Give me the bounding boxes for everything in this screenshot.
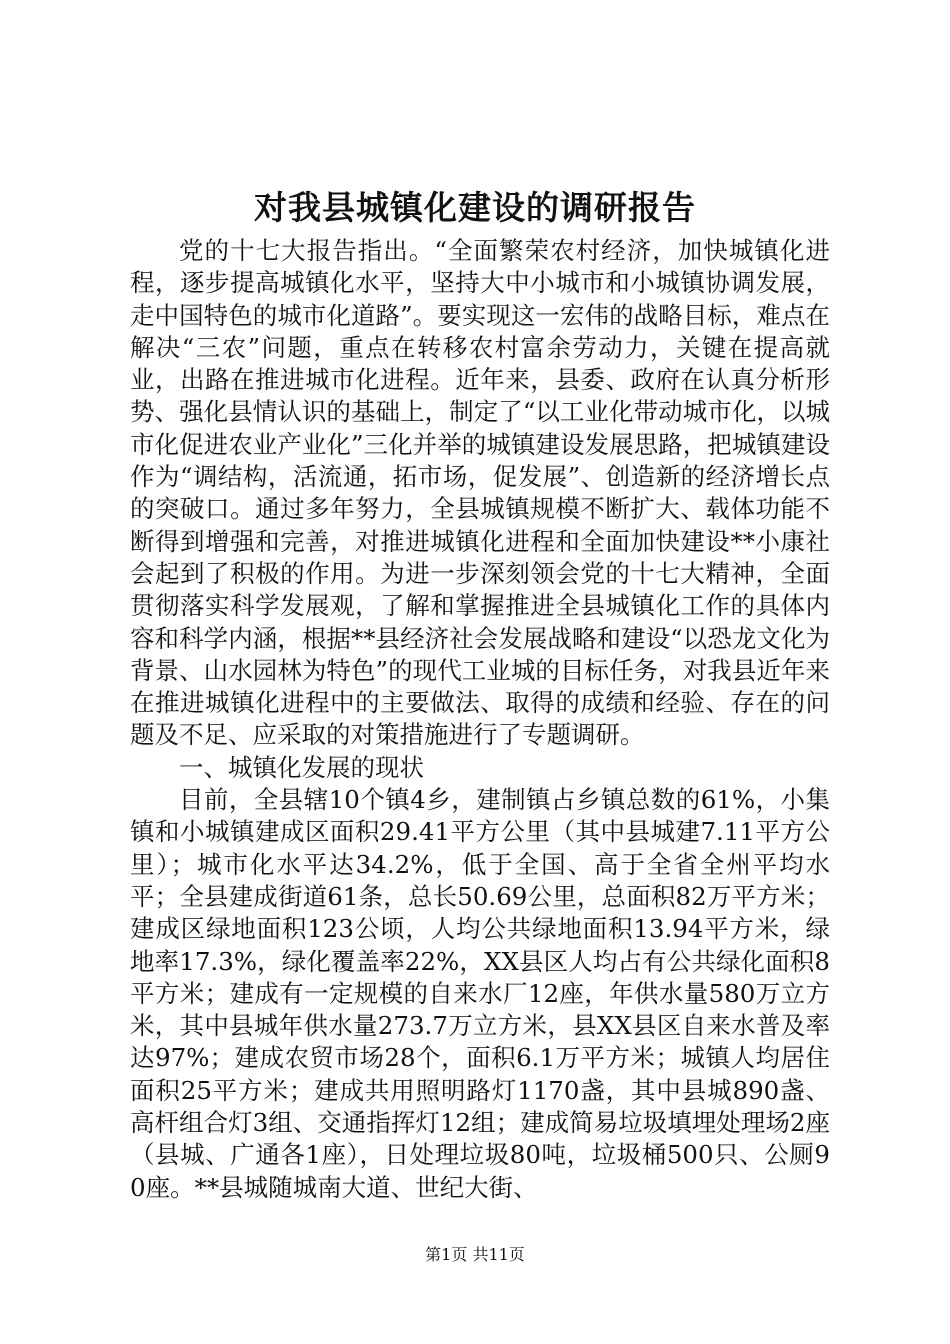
page-footer: 第1页 共11页: [425, 1245, 525, 1264]
intro-paragraph: 党的十七大报告指出。“全面繁荣农村经济，加快城镇化进程，逐步提高城镇化水平，坚持大中小城市和小城镇协调发展，走中国特色的城市化道路”。要实现这一宏伟的战略目标，难点在解决“三农”问题，重点在转移农村富余劳动力，关键在提高就业，出路在推进城市化进程。近年来，县委、政府在认真分析形势、强化县情认识的基础上，制定了“以工业化带动城市化，以城市化促进农业产业化”三化并举的城镇建设发展思路，把城镇建设作为“调结构，活流通，拓市场，促发展”、创造新的经济增长点的突破口。通过多年努力，全县城镇规模不断扩大、载体功能不断得到增强和完善，对推进城镇化进程和全面加快建设**小康社会起到了积极的作用。为进一步深刻领会党的十七大精神，全面贯彻落实科学发展观，了解和掌握推进全县城镇化工作的具体内容和科学内涵，根据**县经济社会发展战略和建设“以恐龙文化为背景、山水园林为特色”的现代工业城的目标任务，对我县近年来在推进城镇化进程中的主要做法、取得的成绩和经验、存在的问题及不足、应采取的对策措施进行了专题调研。: [130, 236, 830, 750]
section-heading: 一、城镇化发展的现状: [179, 752, 424, 782]
document-title: 对我县城镇化建设的调研报告: [254, 188, 696, 227]
document-body: [130, 235, 830, 1204]
status-paragraph: 目前，全县辖10个镇4乡，建制镇占乡镇总数的61%，小集镇和小城镇建成区面积29.41平方公里（其中县城建7.11平方公里）；城市化水平达34.2%，低于全国、高于全省全州平均水平；全县建成街道61条，总长50.69公里，总面积82万平方米；建成区绿地面积123公顷，人均公共绿地面积13.94平方米，绿地率17.3%，绿化覆盖率22%，XX县区人均占有公共绿化面积8平方米；建成有一定规模的自来水厂12座，年供水量580万立方米，其中县城年供水量273.7万立方米，县XX县区自来水普及率达97%；建成农贸市场28个，面积6.1万平方米；城镇人均居住面积25平方米；建成共用照明路灯1170盏，其中县城890盏、高杆组合灯3组、交通指挥灯12组；建成简易垃圾填埋处理场2座（县城、广通各1座），日处理垃圾80吨，垃圾桶500只、公厕90座。**县城随城南大道、世纪大街、: [130, 785, 830, 1202]
